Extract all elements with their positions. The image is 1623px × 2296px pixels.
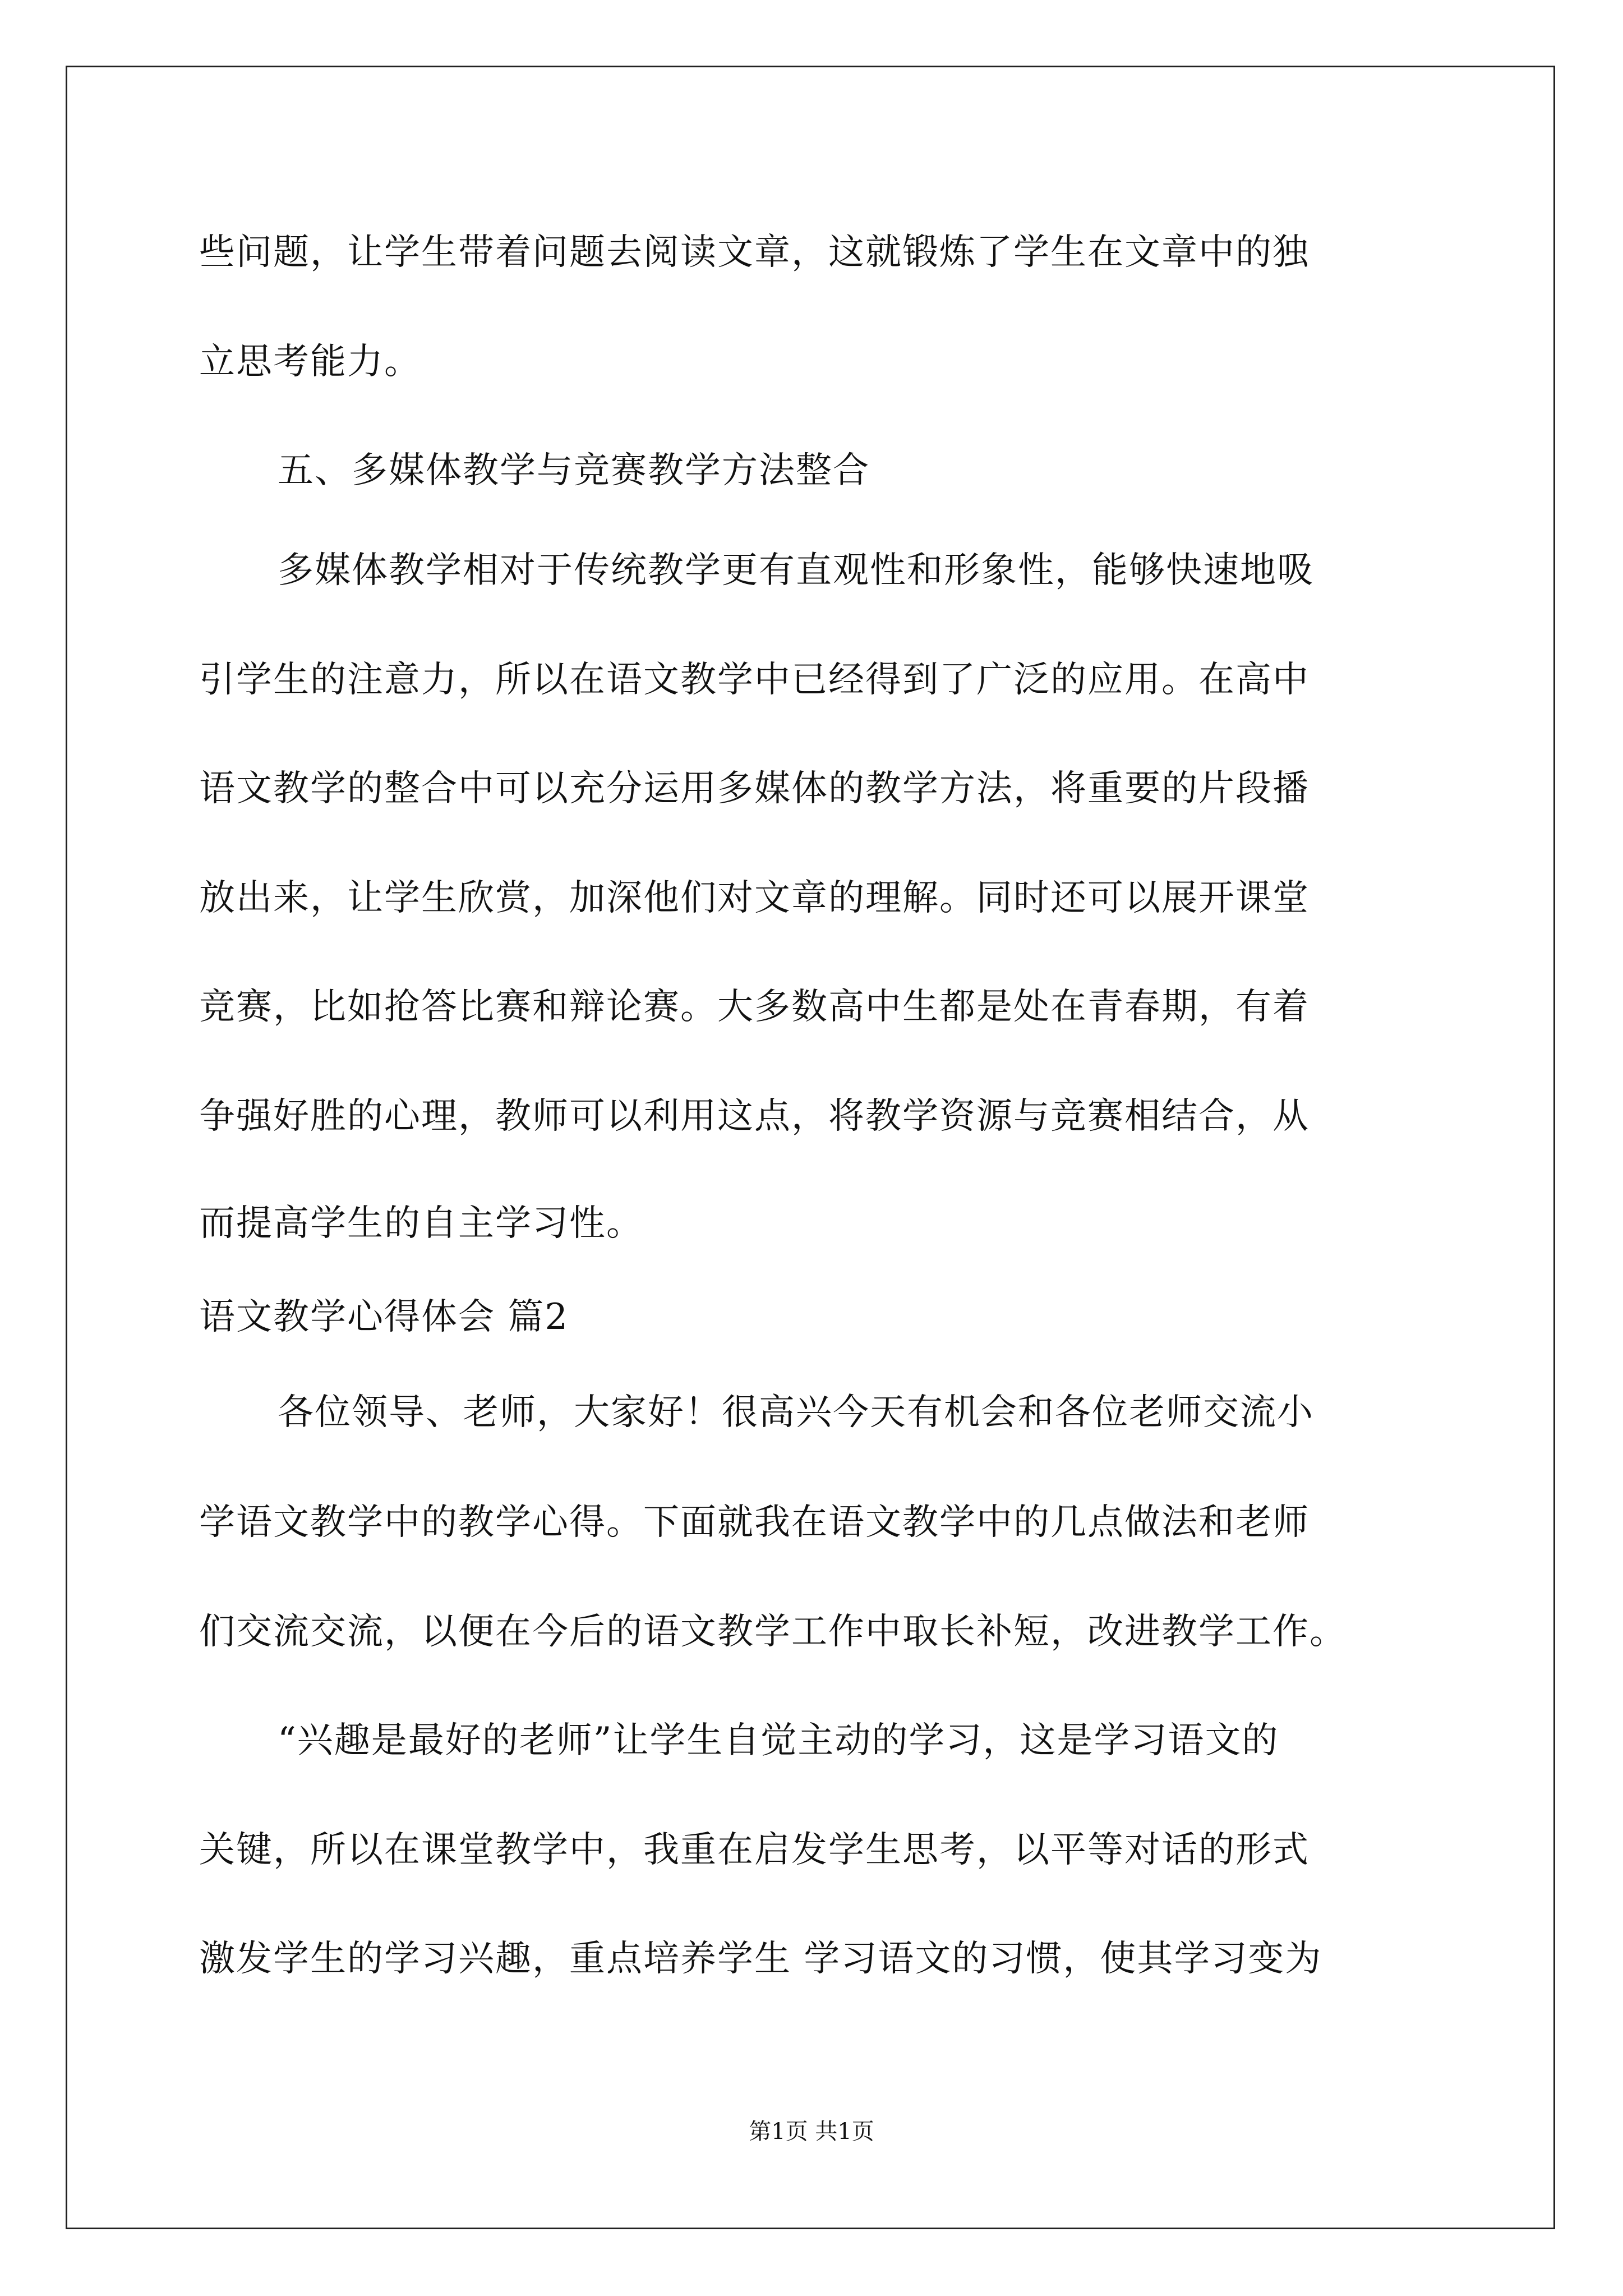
- paragraph-line: 学语文教学中的教学心得。下面就我在语文教学中的几点做法和老师: [199, 1502, 1310, 1543]
- paragraph-line: 放出来，让学生欣赏，加深他们对文章的理解。同时还可以展开课堂: [199, 877, 1310, 919]
- paragraph-line: 而提高学生的自主学习性。: [199, 1203, 643, 1244]
- page-border: [66, 66, 1555, 2229]
- paragraph-line: 多媒体教学相对于传统教学更有直观性和形象性，能够快速地吸: [278, 550, 1314, 591]
- paragraph-line: 各位领导、老师，大家好！很高兴今天有机会和各位老师交流小: [278, 1392, 1314, 1433]
- section-heading: 五、多媒体教学与竞赛教学方法整合: [278, 450, 870, 491]
- paragraph-line: 激发学生的学习兴趣，重点培养学生 学习语文的习惯，使其学习变为: [199, 1938, 1322, 1980]
- paragraph-line: “兴趣是最好的老师”让学生自觉主动的学习，这是学习语文的: [278, 1720, 1279, 1761]
- paragraph-line: 立思考能力。: [199, 341, 421, 383]
- paragraph-line: 引学生的注意力，所以在语文教学中已经得到了广泛的应用。在高中: [199, 659, 1310, 701]
- paragraph-line: 争强好胜的心理，教师可以利用这点，将教学资源与竞赛相结合，从: [199, 1096, 1310, 1137]
- article-title: 语文教学心得体会 篇2: [199, 1296, 569, 1338]
- paragraph-line: 竞赛，比如抢答比赛和辩论赛。大多数高中生都是处在青春期，有着: [199, 986, 1310, 1028]
- paragraph-line: 们交流交流，以便在今后的语文教学工作中取长补短，改进教学工作。: [199, 1611, 1347, 1653]
- page-footer: 第1页 共1页: [749, 2119, 874, 2145]
- paragraph-line: 关键，所以在课堂教学中，我重在启发学生思考，以平等对话的形式: [199, 1829, 1310, 1871]
- paragraph-line: 语文教学的整合中可以充分运用多媒体的教学方法，将重要的片段播: [199, 768, 1310, 809]
- paragraph-line: 些问题，让学生带着问题去阅读文章，这就锻炼了学生在文章中的独: [199, 232, 1310, 273]
